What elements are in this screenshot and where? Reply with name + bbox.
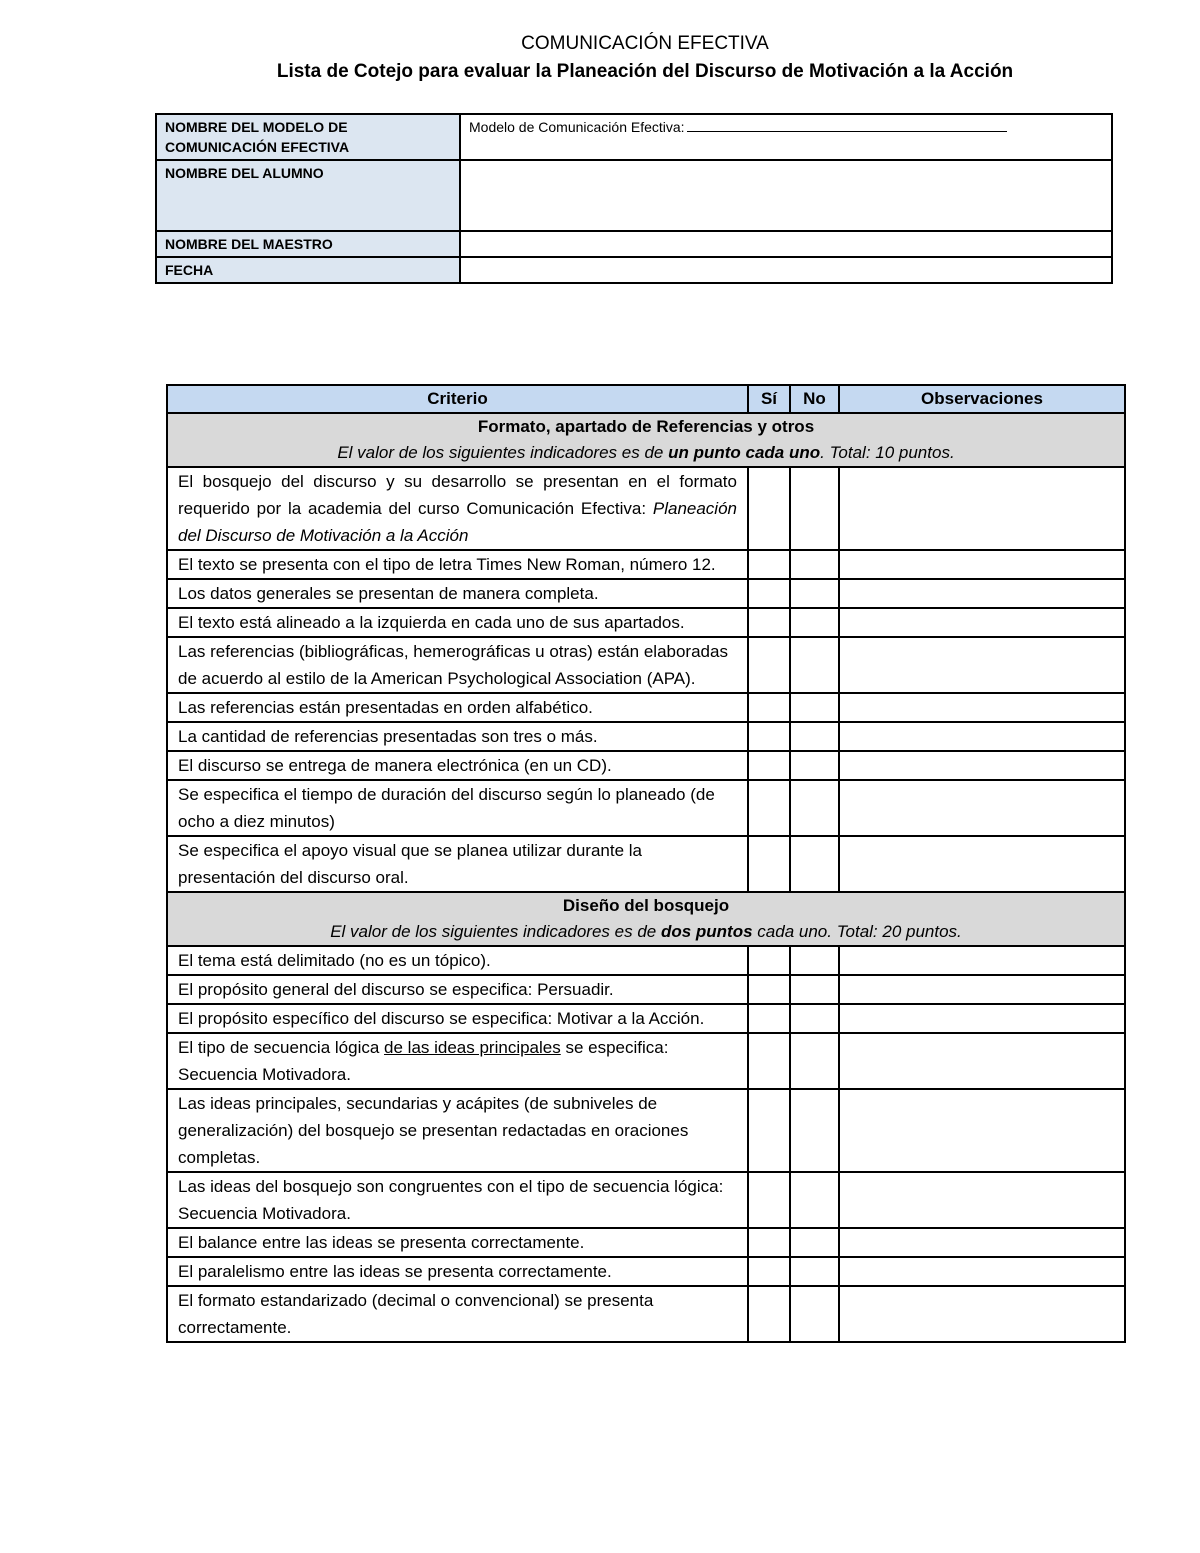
table-row <box>167 1004 1125 1033</box>
header-si: Sí <box>748 385 790 413</box>
table-row <box>167 1228 1125 1257</box>
si-checkbox-cell[interactable] <box>748 975 790 1004</box>
si-checkbox-cell[interactable] <box>748 751 790 780</box>
criterion-text: El bosquejo del discurso y su desarrollo se presentan en el formato requerido por la academia del curso Comunicación Efectiva: Planeación del Discurso de Motivación a la Acción <box>167 467 748 550</box>
section-diseno <box>167 892 1125 946</box>
no-checkbox-cell[interactable] <box>790 1286 839 1342</box>
section-formato <box>167 413 1125 467</box>
criterion-text: Se especifica el tiempo de duración del discurso según lo planeado (de ocho a diez minutos) <box>167 780 748 836</box>
section-header-row <box>167 413 1125 467</box>
si-checkbox-cell[interactable] <box>748 693 790 722</box>
header-criterio: Criterio <box>167 385 748 413</box>
no-checkbox-cell[interactable] <box>790 1228 839 1257</box>
criterion-text: El paralelismo entre las ideas se presenta correctamente. <box>167 1257 748 1286</box>
criterion-text: Las ideas del bosquejo son congruentes con el tipo de secuencia lógica: Secuencia Motivadora. <box>167 1172 748 1228</box>
si-checkbox-cell[interactable] <box>748 579 790 608</box>
si-checkbox-cell[interactable] <box>748 780 790 836</box>
criterion-text: El propósito específico del discurso se especifica: Motivar a la Acción. <box>167 1004 748 1033</box>
criterion-text: El tipo de secuencia lógica de las ideas principales se especifica: Secuencia Motivadora. <box>167 1033 748 1089</box>
no-checkbox-cell[interactable] <box>790 1004 839 1033</box>
si-checkbox-cell[interactable] <box>748 1089 790 1172</box>
no-checkbox-cell[interactable] <box>790 836 839 892</box>
table-row <box>167 722 1125 751</box>
criterion-text: La cantidad de referencias presentadas son tres o más. <box>167 722 748 751</box>
si-checkbox-cell[interactable] <box>748 836 790 892</box>
table-row <box>167 975 1125 1004</box>
observaciones-cell[interactable] <box>839 637 1125 693</box>
observaciones-cell[interactable] <box>839 780 1125 836</box>
model-name-prefix: Modelo de Comunicación Efectiva: <box>469 119 685 135</box>
observaciones-cell[interactable] <box>839 946 1125 975</box>
table-row <box>167 751 1125 780</box>
table-row <box>167 693 1125 722</box>
no-checkbox-cell[interactable] <box>790 1172 839 1228</box>
model-name-blank-line <box>687 117 1007 132</box>
document-subtitle: Lista de Cotejo para evaluar la Planeación del Discurso de Motivación a la Acción <box>276 61 1014 82</box>
si-checkbox-cell[interactable] <box>748 1004 790 1033</box>
no-checkbox-cell[interactable] <box>790 1033 839 1089</box>
no-checkbox-cell[interactable] <box>790 780 839 836</box>
observaciones-cell[interactable] <box>839 1286 1125 1342</box>
criterion-text: El formato estandarizado (decimal o convencional) se presenta correctamente. <box>167 1286 748 1342</box>
table-row <box>167 608 1125 637</box>
observaciones-cell[interactable] <box>839 1172 1125 1228</box>
section-note: El valor de los siguientes indicadores es de dos puntos cada uno. Total: 20 puntos. <box>330 922 962 941</box>
student-info-table <box>155 113 1113 284</box>
section-title: Diseño del bosquejo <box>562 896 730 915</box>
si-checkbox-cell[interactable] <box>748 550 790 579</box>
table-row <box>167 550 1125 579</box>
criterion-text: Las referencias (bibliográficas, hemerográficas u otras) están elaboradas de acuerdo al estilo de la American Psychological Association (APA). <box>167 637 748 693</box>
si-checkbox-cell[interactable] <box>748 637 790 693</box>
model-name-field[interactable] <box>460 114 1112 160</box>
observaciones-cell[interactable] <box>839 1257 1125 1286</box>
no-checkbox-cell[interactable] <box>790 722 839 751</box>
table-row <box>167 637 1125 693</box>
criterion-text: Los datos generales se presentan de manera completa. <box>167 579 748 608</box>
criterion-text: El propósito general del discurso se especifica: Persuadir. <box>167 975 748 1004</box>
no-checkbox-cell[interactable] <box>790 1257 839 1286</box>
si-checkbox-cell[interactable] <box>748 722 790 751</box>
no-checkbox-cell[interactable] <box>790 693 839 722</box>
observaciones-cell[interactable] <box>839 1089 1125 1172</box>
table-row <box>167 1089 1125 1172</box>
criterion-text: El texto está alineado a la izquierda en cada uno de sus apartados. <box>167 608 748 637</box>
criterion-text: El tema está delimitado (no es un tópico). <box>167 946 748 975</box>
section-title: Formato, apartado de Referencias y otros <box>477 417 815 436</box>
si-checkbox-cell[interactable] <box>748 1172 790 1228</box>
criterion-text: Las referencias están presentadas en orden alfabético. <box>167 693 748 722</box>
observaciones-cell[interactable] <box>839 751 1125 780</box>
observaciones-cell[interactable] <box>839 693 1125 722</box>
no-checkbox-cell[interactable] <box>790 550 839 579</box>
no-checkbox-cell[interactable] <box>790 751 839 780</box>
student-name-field[interactable] <box>460 160 1112 231</box>
student-name-label: NOMBRE DEL ALUMNO <box>156 160 460 231</box>
observaciones-cell[interactable] <box>839 836 1125 892</box>
teacher-name-label: NOMBRE DEL MAESTRO <box>156 231 460 257</box>
table-row <box>167 1286 1125 1342</box>
si-checkbox-cell[interactable] <box>748 946 790 975</box>
header-observaciones: Observaciones <box>839 385 1125 413</box>
table-row <box>167 1033 1125 1089</box>
observaciones-cell[interactable] <box>839 975 1125 1004</box>
no-checkbox-cell[interactable] <box>790 637 839 693</box>
observaciones-cell[interactable] <box>839 608 1125 637</box>
model-name-label: NOMBRE DEL MODELO DE COMUNICACIÓN EFECTIVA <box>156 114 460 160</box>
no-checkbox-cell[interactable] <box>790 946 839 975</box>
table-header-row <box>167 385 1125 413</box>
header-no: No <box>790 385 839 413</box>
criterion-text: El discurso se entrega de manera electrónica (en un CD). <box>167 751 748 780</box>
checklist-table <box>166 384 1126 1343</box>
si-checkbox-cell[interactable] <box>748 608 790 637</box>
teacher-name-field[interactable] <box>460 231 1112 257</box>
no-checkbox-cell[interactable] <box>790 975 839 1004</box>
table-row <box>167 946 1125 975</box>
si-checkbox-cell[interactable] <box>748 1257 790 1286</box>
si-checkbox-cell[interactable] <box>748 1033 790 1089</box>
no-checkbox-cell[interactable] <box>790 608 839 637</box>
table-row <box>167 780 1125 836</box>
section-note: El valor de los siguientes indicadores es de un punto cada uno. Total: 10 puntos. <box>337 443 955 462</box>
table-row <box>167 579 1125 608</box>
si-checkbox-cell[interactable] <box>748 1228 790 1257</box>
date-field[interactable] <box>460 257 1112 283</box>
criterion-text: Se especifica el apoyo visual que se planea utilizar durante la presentación del discurso oral. <box>167 836 748 892</box>
si-checkbox-cell[interactable] <box>748 467 790 550</box>
document-title: COMUNICACIÓN EFECTIVA <box>521 33 769 54</box>
observaciones-cell[interactable] <box>839 1228 1125 1257</box>
observaciones-cell[interactable] <box>839 579 1125 608</box>
observaciones-cell[interactable] <box>839 1004 1125 1033</box>
date-label: FECHA <box>156 257 460 283</box>
criterion-text: El balance entre las ideas se presenta correctamente. <box>167 1228 748 1257</box>
criterion-text: El texto se presenta con el tipo de letra Times New Roman, número 12. <box>167 550 748 579</box>
no-checkbox-cell[interactable] <box>790 579 839 608</box>
observaciones-cell[interactable] <box>839 1033 1125 1089</box>
table-row <box>167 467 1125 550</box>
table-row <box>167 1172 1125 1228</box>
observaciones-cell[interactable] <box>839 467 1125 550</box>
criterion-text: Las ideas principales, secundarias y acápites (de subniveles de generalización) del bosquejo se presentan redactadas en oraciones completas. <box>167 1089 748 1172</box>
table-row <box>167 1257 1125 1286</box>
no-checkbox-cell[interactable] <box>790 467 839 550</box>
observaciones-cell[interactable] <box>839 550 1125 579</box>
table-row <box>167 836 1125 892</box>
section-header-row <box>167 892 1125 946</box>
no-checkbox-cell[interactable] <box>790 1089 839 1172</box>
observaciones-cell[interactable] <box>839 722 1125 751</box>
si-checkbox-cell[interactable] <box>748 1286 790 1342</box>
